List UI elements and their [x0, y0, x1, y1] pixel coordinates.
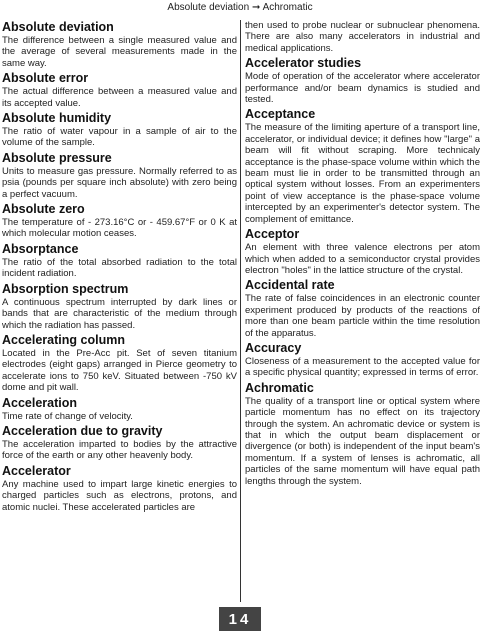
glossary-entry: [2, 151, 237, 200]
column-divider: [240, 20, 241, 602]
entry-definition: Time rate of change of velocity.: [2, 410, 133, 422]
entry-term: Accelerating column: [2, 332, 125, 347]
header-from: Absolute deviation: [167, 2, 250, 13]
glossary-entry: [245, 56, 480, 105]
left-column: [2, 20, 237, 515]
entry-definition: Mode of operation of the accelerator where accelerator performance and/or beam dynamics is studied and tested.: [245, 71, 480, 106]
glossary-entry: [245, 341, 480, 379]
entry-term: Accuracy: [245, 340, 302, 355]
entry-definition: Located in the Pre-Acc pit. Set of seven titanium electrodes (eight gaps) arranged in Pierce geometry to accelerate ions to 750 keV. Situated between -750 kV dome and pit wall.: [2, 347, 237, 394]
entry-definition: Any machine used to impart large kinetic energies to charged particles such as electrons, protons, and atomic nuclei. These accelerated particles are: [2, 478, 237, 513]
glossary-entry: [2, 464, 237, 513]
entry-term: Absolute humidity: [2, 111, 112, 126]
entry-definition: Closeness of a measurement to the accepted value for a specific physical quantity; expressed in terms of error.: [245, 355, 480, 379]
glossary-entry: [2, 242, 237, 280]
entry-definition: Units to measure gas pressure. Normally referred to as psia (pounds per square inch absolute) with zero being a perfect vacuum.: [2, 165, 237, 200]
entry-definition: The quality of a transport line or optical system where particle momentum has no effect on its trajectory through the system. An achromatic device or system is that in which the output beam displacement or divergence (or both) is independent of the input beam's momentum. If a system of lenses is achromatic, all particles of the same momentum will have equal path lengths through the system.: [245, 395, 480, 487]
header-to: Achromatic: [262, 2, 313, 13]
entry-term: Absorption spectrum: [2, 281, 129, 296]
entry-term: Absolute pressure: [2, 150, 112, 165]
glossary-entry: [245, 20, 480, 54]
entry-definition: The rate of false coincidences in an electronic counter experiment produced by products of the reactions of more than one beam particle within the time resolution of the apparatus.: [245, 293, 480, 339]
entry-term: Absolute deviation: [2, 20, 114, 34]
entry-term: Absorptance: [2, 241, 79, 256]
entry-definition: then used to probe nuclear or subnuclear phenomena. There are also many accelerators in industrial and medical applications.: [245, 20, 480, 54]
entry-definition: The ratio of water vapour in a sample of air to the volume of the sample.: [2, 126, 237, 149]
entry-definition: A continuous spectrum interrupted by dark lines or bands that are characteristic of the medium through which the radiation has passed.: [2, 296, 237, 331]
entry-definition: The measure of the limiting aperture of a transport line, accelerator, or individual device; it defines how "large" a beam will fit without scraping. More technicaly acceptance is the phase-space volume within which the beam must lie in order to be transmitted through an optical system without losses. From an experimenters point of view acceptance is the phase-space volume intercepted by an experimenter's detector system. The complement of emittance.: [245, 122, 480, 225]
entry-term: Acceptance: [245, 107, 316, 122]
entry-term: Acceleration due to gravity: [2, 423, 163, 438]
glossary-entry: [2, 202, 237, 240]
right-column: [245, 20, 480, 489]
glossary-entry: [2, 71, 237, 109]
entry-term: Accelerator studies: [245, 56, 362, 71]
entry-term: Accidental rate: [245, 278, 335, 293]
glossary-entry: [2, 20, 237, 69]
glossary-entry: [245, 381, 480, 487]
glossary-entry: [245, 227, 480, 276]
glossary-entry: [245, 107, 480, 225]
entry-term: Absolute zero: [2, 202, 85, 217]
entry-definition: The actual difference between a measured value and its accepted value.: [2, 86, 237, 109]
arrow-icon: ➞: [251, 2, 261, 13]
glossary-entry: [245, 278, 480, 339]
entry-definition: The difference between a single measured value and the average of several measurements made in the same way.: [2, 35, 237, 69]
glossary-entry: [2, 424, 237, 462]
glossary-entry: [2, 111, 237, 149]
entry-definition: The acceleration imparted to bodies by the attractive force of the earth or any other heavenly body.: [2, 438, 237, 462]
entry-definition: The temperature of - 273.16°C or - 459.67°F or 0 K at which molecular motion ceases.: [2, 217, 237, 240]
entry-definition: The ratio of the total absorbed radiation to the total incident radiation.: [2, 256, 237, 280]
glossary-entry: [2, 333, 237, 394]
entry-term: Acceleration: [2, 395, 78, 410]
page-number: 14: [219, 607, 261, 631]
running-header: [0, 2, 480, 14]
entry-term: Absolute error: [2, 71, 89, 86]
entry-term: Achromatic: [245, 380, 314, 395]
glossary-entry: [2, 396, 237, 422]
entry-term: Acceptor: [245, 227, 300, 242]
glossary-entry: [2, 282, 237, 331]
entry-definition: An element with three valence electrons per atom which when added to a semiconductor crystal provides electron "holes" in the lattice structure of the crystal.: [245, 242, 480, 276]
entry-term: Accelerator: [2, 463, 71, 478]
